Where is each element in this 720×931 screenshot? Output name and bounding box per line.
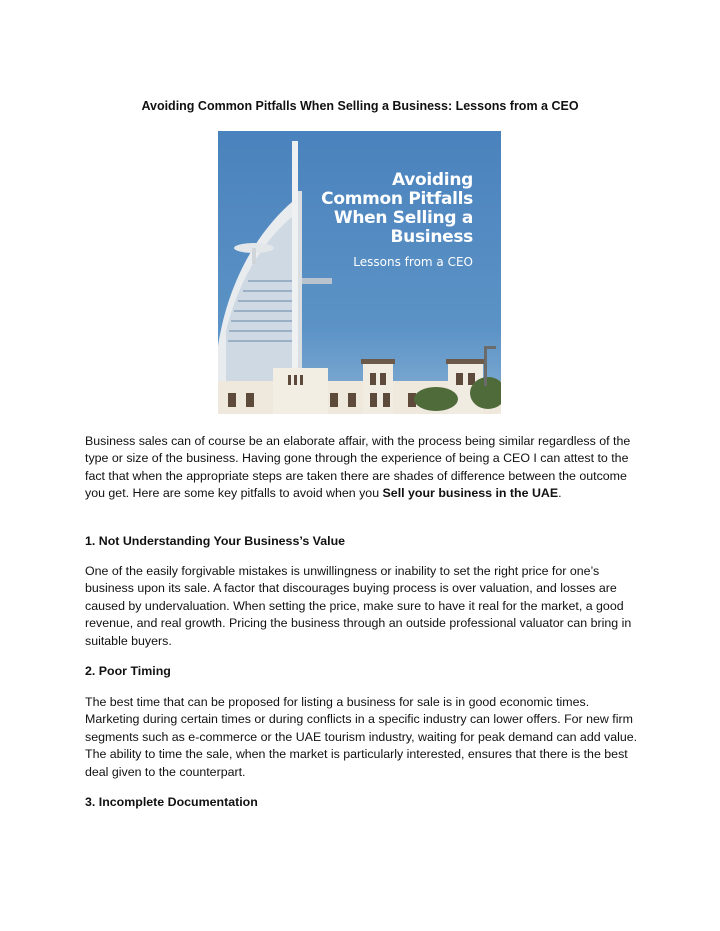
intro-end: . (558, 486, 562, 501)
hero-subtitle: Lessons from a CEO (353, 255, 473, 269)
section-heading: 2. Poor Timing (85, 664, 171, 678)
hero-image (218, 131, 501, 414)
hero-line: Business (390, 227, 473, 247)
hero-line: Avoiding (391, 170, 473, 190)
hero-caption (303, 171, 473, 270)
intro-paragraph (85, 433, 645, 503)
intro-bold-link: Sell your business in the UAE (382, 486, 559, 501)
hero-line: When Selling a (333, 208, 473, 228)
section-paragraph: One of the easily forgivable mistakes is unwillingness or inability to set the right price for one’s business upon its sale. A factor that discourages buying process is over valuation, and losses are caused by undervaluation. When setting the price, make sure to have it real for the market, a good revenue, and real growth. Pricing the business through an outside professional valuator can bring in suitable buyers. (85, 564, 632, 648)
section-paragraph: The best time that can be proposed for listing a business for sale is in good economic times. Marketing during certain times or during conflicts in a specific industry can lower offers. For new firm segments such as e-commerce or the UAE tourism industry, waiting for peak demand can add value. The ability to time the sale, when the market is particularly interested, ensures that there is the best deal given to the counterpart. (85, 695, 638, 779)
section-heading: 3. Incomplete Documentation (85, 795, 258, 809)
intro-text: Business sales can of course be an elaborate affair, with the process being similar regardless of the type or size of the business. Having gone through the experience of being a CEO I can attest to the fact that when the appropriate steps are taken there are shades of difference between the outcome you get. Here are some key pitfalls to avoid when you (85, 434, 631, 501)
hero-line: Common Pitfalls (321, 189, 473, 209)
section-heading: 1. Not Understanding Your Business’s Value (85, 534, 346, 548)
document-title: Avoiding Common Pitfalls When Selling a Business: Lessons from a CEO (141, 99, 579, 113)
